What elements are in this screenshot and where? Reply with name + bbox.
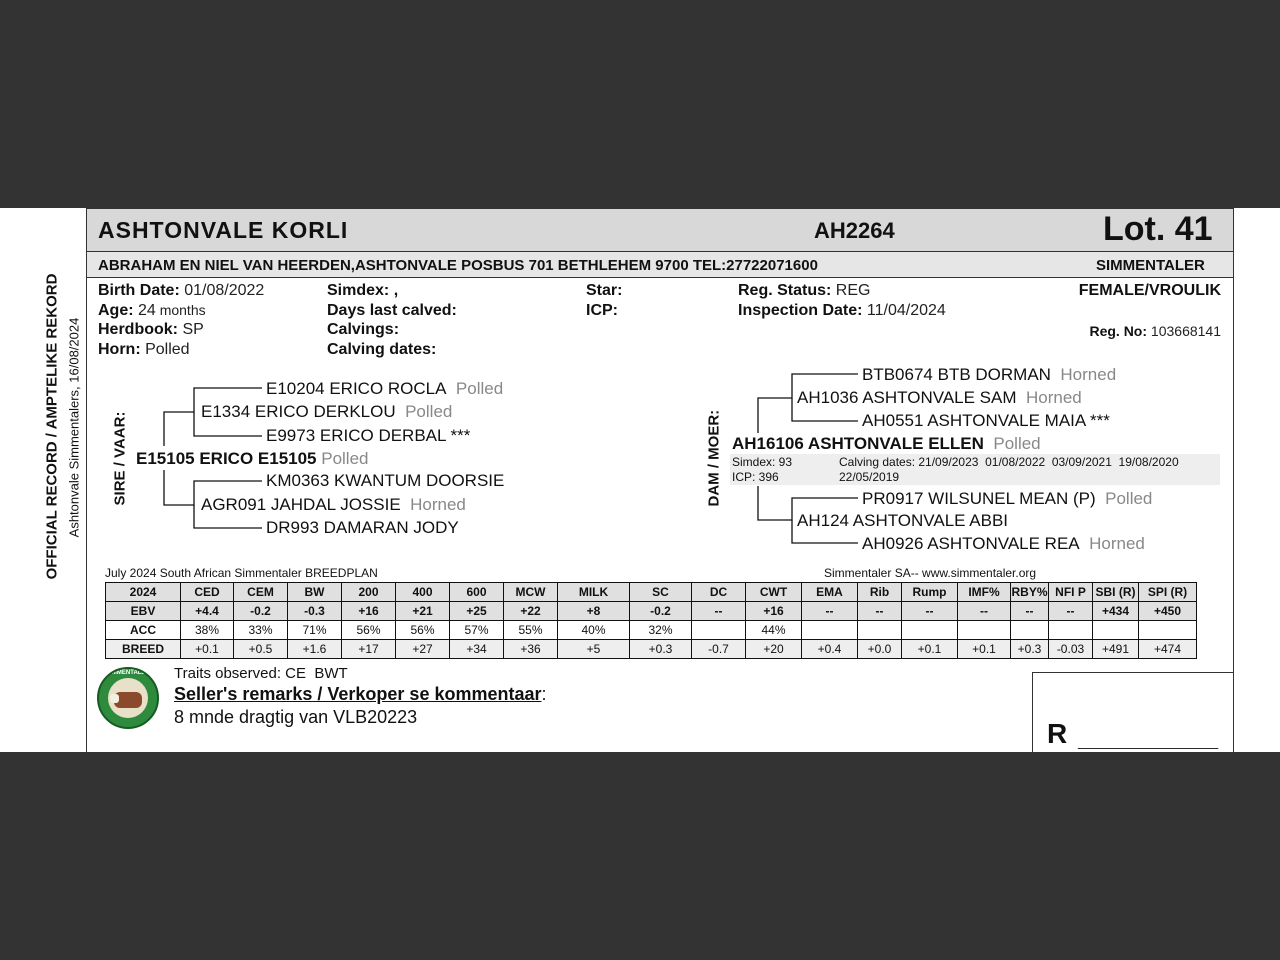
breedplan-cell [1093, 621, 1139, 640]
breedplan-cell: -- [958, 602, 1011, 621]
birth-date: Birth Date: 01/08/2022 [98, 282, 265, 299]
breedplan-cell [1049, 621, 1093, 640]
breedplan-column-header: EMA [802, 583, 858, 602]
breedplan-cell: -- [902, 602, 958, 621]
breed-label: SIMMENTALER [1096, 257, 1205, 274]
breedplan-year: 2024 [106, 583, 181, 602]
breedplan-cell: +0.1 [958, 640, 1011, 659]
breedplan-caption: July 2024 South African Simmentaler BREEDPLAN [105, 566, 378, 580]
official-record-label: OFFICIAL RECORD / AMPTELIKE REKORD [43, 273, 61, 580]
dam-sire-dam: AH0551 ASHTONVALE MAIA *** [862, 411, 1110, 430]
breedplan-cell: 57% [450, 621, 504, 640]
calvings-label: Calvings: [327, 321, 400, 338]
breedplan-column-header: MCW [504, 583, 558, 602]
breedplan-cell: -0.7 [692, 640, 746, 659]
price-currency: R [1047, 718, 1068, 749]
sire-dam-sire: KM0363 KWANTUM DOORSIE [266, 471, 505, 490]
breedplan-cell: 55% [504, 621, 558, 640]
breedplan-cell: +0.3 [630, 640, 692, 659]
breedplan-column-header: 600 [450, 583, 504, 602]
breedplan-cell: 40% [558, 621, 630, 640]
breedplan-column-header: SPI (R) [1139, 583, 1197, 602]
breedplan-cell: +25 [450, 602, 504, 621]
breedplan-column-header: RBY% [1011, 583, 1049, 602]
dam-dam-dam: AH0926 ASHTONVALE REA Horned [862, 534, 1145, 553]
breedplan-cell: 33% [234, 621, 288, 640]
breedplan-cell: +16 [342, 602, 396, 621]
breedplan-row-breed [106, 640, 1197, 659]
breedplan-cell: +34 [450, 640, 504, 659]
breedplan-cell [858, 621, 902, 640]
breedplan-cell: -0.2 [630, 602, 692, 621]
breedplan-table [105, 582, 1197, 659]
breedplan-cell: +0.0 [858, 640, 902, 659]
breedplan-column-header: DC [692, 583, 746, 602]
breedplan-cell: 38% [181, 621, 234, 640]
breedplan-cell: +491 [1093, 640, 1139, 659]
icp-label: ICP: [586, 302, 618, 319]
breedplan-website: Simmentaler SA-- www.simmentaler.org [824, 566, 1037, 580]
breedplan-column-header: CEM [234, 583, 288, 602]
breedplan-cell: +4.4 [181, 602, 234, 621]
breedplan-cell: +0.1 [902, 640, 958, 659]
breedplan-row-label: ACC [106, 621, 181, 640]
breedplan-cell: 32% [630, 621, 692, 640]
animal-reg-id: AH2264 [814, 218, 895, 243]
lot-number: Lot. 41 [1103, 210, 1213, 248]
simdex-label: Simdex: , [327, 282, 399, 299]
breedplan-cell [958, 621, 1011, 640]
sire: E15105 ERICO E15105 Polled [136, 449, 369, 468]
breedplan-column-header: SBI (R) [1093, 583, 1139, 602]
breedplan-cell: -0.3 [288, 602, 342, 621]
breedplan-row-label: BREED [106, 640, 181, 659]
breedplan-column-header: NFI P [1049, 583, 1093, 602]
breedplan-cell: +22 [504, 602, 558, 621]
inspection-date: Inspection Date: 11/04/2024 [738, 302, 946, 319]
breedplan-cell [902, 621, 958, 640]
remarks-text: 8 mnde dragtig van VLB20223 [174, 707, 418, 727]
record-sheet [0, 208, 1280, 752]
sire-sire-sire: E10204 ERICO ROCLA Polled [266, 379, 504, 398]
herdbook: Herdbook: SP [98, 321, 204, 338]
breedplan-cell [802, 621, 858, 640]
breedplan-cell [1139, 621, 1197, 640]
sire-dam: AGR091 JAHDAL JOSSIE Horned [201, 495, 466, 514]
horn-status: Horn: Polled [98, 341, 190, 358]
animal-name: ASHTONVALE KORLI [98, 217, 349, 243]
dam-simdex: Simdex: 93 [732, 455, 793, 469]
breedplan-column-header: CED [181, 583, 234, 602]
breedplan-cell: +8 [558, 602, 630, 621]
breedplan-cell: -0.2 [234, 602, 288, 621]
breedplan-cell: +17 [342, 640, 396, 659]
days-last-calved-label: Days last calved: [327, 302, 457, 319]
breedplan-cell: +0.3 [1011, 640, 1049, 659]
breedplan-cell: +0.1 [181, 640, 234, 659]
breedplan-column-header: BW [288, 583, 342, 602]
source-label: Ashtonvale Simmentalers, 16/08/2024 [66, 317, 82, 538]
breedplan-cell: -- [858, 602, 902, 621]
breedplan-column-header: Rib [858, 583, 902, 602]
reg-number: Reg. No: 103668141 [1089, 323, 1221, 339]
dam-dam-sire: PR0917 WILSUNEL MEAN (P) Polled [862, 489, 1153, 508]
sire-label: SIRE / VAAR: [111, 411, 129, 506]
remarks-heading: Seller's remarks / Verkoper se kommentaar: [174, 684, 547, 704]
dam-sire-sire: BTB0674 BTB DORMAN Horned [862, 365, 1117, 384]
breedplan-row-acc [106, 621, 1197, 640]
breedplan-cell: -- [1011, 602, 1049, 621]
calving-dates-label: Calving dates: [327, 341, 437, 358]
breedplan-cell: +20 [746, 640, 802, 659]
breedplan-column-header: Rump [902, 583, 958, 602]
breedplan-row-label: EBV [106, 602, 181, 621]
breedplan-cell: 44% [746, 621, 802, 640]
breedplan-cell: +1.6 [288, 640, 342, 659]
society-logo [97, 667, 159, 729]
sire-sire-dam: E9973 ERICO DERBAL *** [266, 426, 471, 445]
breedplan-column-header: MILK [558, 583, 630, 602]
breedplan-cell: -- [802, 602, 858, 621]
breedplan-column-header: 400 [396, 583, 450, 602]
breedplan-cell: -- [1049, 602, 1093, 621]
price-input-line[interactable]: __________________ [1078, 733, 1219, 749]
star-label: Star: [586, 282, 623, 299]
breedplan-cell: 56% [396, 621, 450, 640]
breedplan-cell: +21 [396, 602, 450, 621]
dam: AH16106 ASHTONVALE ELLEN Polled [732, 434, 1041, 453]
breedplan-column-header: SC [630, 583, 692, 602]
breedplan-cell: -- [692, 602, 746, 621]
logo-text: SIMMENTALER [106, 670, 150, 676]
cattle-face-icon [110, 694, 119, 703]
breedplan-cell: +27 [396, 640, 450, 659]
breedplan-header-row [106, 583, 1197, 602]
breedplan-cell: +16 [746, 602, 802, 621]
breedplan-cell [692, 621, 746, 640]
breedplan-row-ebv [106, 602, 1197, 621]
breedplan-column-header: IMF% [958, 583, 1011, 602]
sire-sire: E1334 ERICO DERKLOU Polled [201, 402, 453, 421]
age: Age: 24 months [98, 302, 206, 319]
dam-dam: AH124 ASHTONVALE ABBI [797, 511, 1009, 530]
sire-dam-dam: DR993 DAMARAN JODY [266, 518, 459, 537]
dam-calving-dates-2: 22/05/2019 [839, 470, 900, 484]
breedplan-cell: +36 [504, 640, 558, 659]
breedplan-cell: +450 [1139, 602, 1197, 621]
traits-observed: Traits observed: CE BWT [174, 665, 348, 682]
reg-status: Reg. Status: REG [738, 282, 871, 299]
breedplan-column-header: 200 [342, 583, 396, 602]
owner-info: ABRAHAM EN NIEL VAN HEERDEN,ASHTONVALE POSBUS 701 BETHLEHEM 9700 TEL:27722071600 [98, 257, 818, 274]
breedplan-cell: 71% [288, 621, 342, 640]
breedplan-cell: +0.4 [802, 640, 858, 659]
breedplan-cell: +0.5 [234, 640, 288, 659]
breedplan-cell: -0.03 [1049, 640, 1093, 659]
breedplan-cell: +5 [558, 640, 630, 659]
breedplan-cell: +474 [1139, 640, 1197, 659]
dam-icp: ICP: 396 [732, 470, 779, 484]
dam-label: DAM / MOER: [705, 409, 723, 507]
sex-label: FEMALE/VROULIK [1078, 282, 1221, 299]
logo-inner [108, 678, 148, 718]
breedplan-cell: +434 [1093, 602, 1139, 621]
dam-sire: AH1036 ASHTONVALE SAM Horned [797, 388, 1082, 407]
breedplan-column-header: CWT [746, 583, 802, 602]
breedplan-cell [1011, 621, 1049, 640]
dam-calving-dates: Calving dates: 21/09/2023 01/08/2022 03/09/2021 19/08/2020 [839, 455, 1179, 469]
breedplan-cell: 56% [342, 621, 396, 640]
